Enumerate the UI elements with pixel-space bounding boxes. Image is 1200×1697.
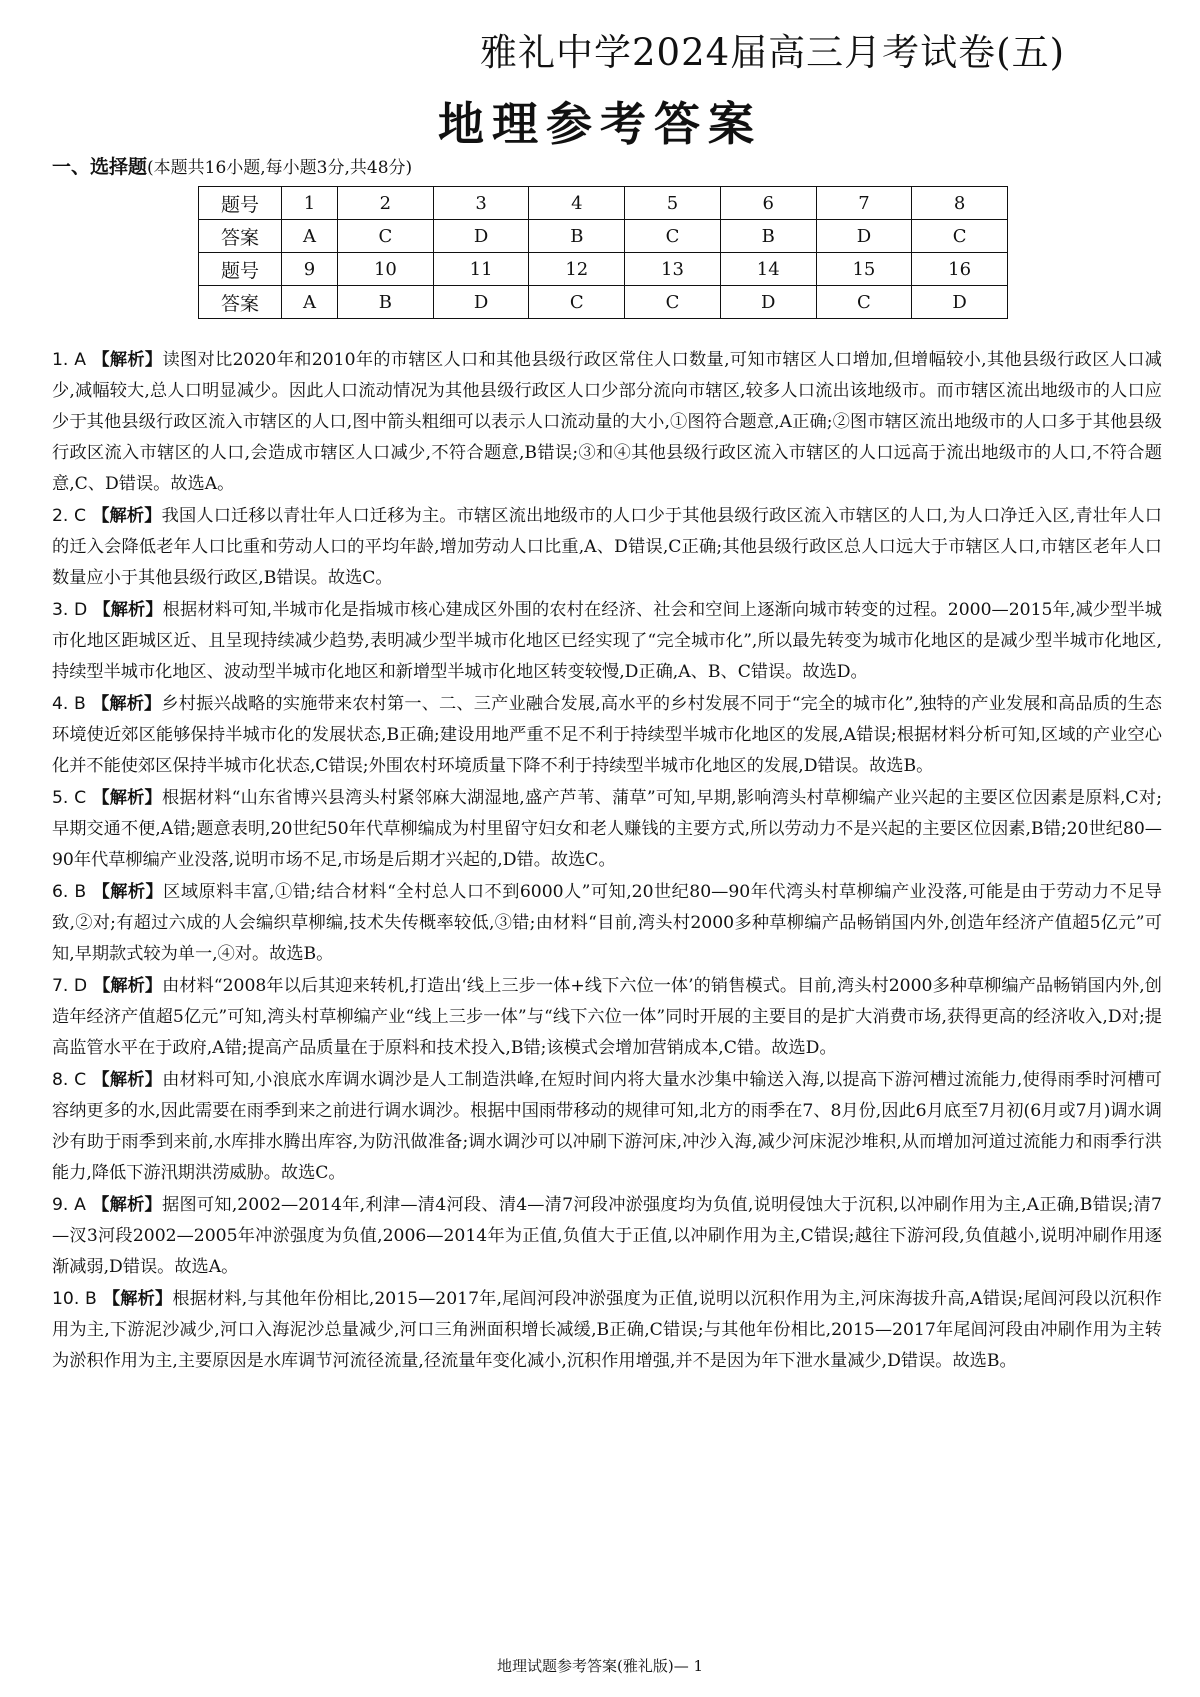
solution-item <box>52 1190 1162 1283</box>
table-row <box>199 286 1008 319</box>
solution-tag: 【解析】 <box>92 788 162 808</box>
school-exam-title: 雅礼中学2024届高三月考试卷(五) <box>480 31 1066 74</box>
page-footer: 地理试题参考答案(雅礼版)— 1 <box>496 1657 704 1675</box>
table-row <box>199 187 1008 220</box>
solution-text: 根据材料可知,半城市化是指城市核心建成区外围的农村在经济、社会和空间上逐渐向城市转变的过程。2000—2015年,减少型半城市化地区距城区近、且呈现持续减少趋势,表明减少型半城市化地区已经实现了“完全城市化”,所以最先转变为城市化地区的是减少型半城市化地区,持续型半城市化地区、波动型半城市化地区和新增型半城市化地区转变较慢,D正确,A、B、C错误。故选D。 <box>52 600 1162 682</box>
solution-tag: 【解析】 <box>93 600 163 620</box>
table-row <box>199 220 1008 253</box>
table-cell: 14 <box>720 253 816 286</box>
solution-tag: 【解析】 <box>91 1195 162 1215</box>
table-cell: 16 <box>912 253 1008 286</box>
table-cell: B <box>720 220 816 253</box>
solution-number: 6. B <box>52 882 87 902</box>
solution-tag: 【解析】 <box>91 350 163 370</box>
table-cell: C <box>816 286 912 319</box>
table-row <box>199 253 1008 286</box>
solution-number: 1. A <box>52 350 86 370</box>
table-cell: A <box>282 220 338 253</box>
solution-item <box>52 501 1162 594</box>
solution-tag: 【解析】 <box>92 506 162 526</box>
table-cell: D <box>433 286 529 319</box>
table-cell: C <box>625 220 721 253</box>
table-cell: B <box>529 220 625 253</box>
solution-tag: 【解析】 <box>102 1289 173 1309</box>
table-cell: B <box>338 286 434 319</box>
solution-text: 区域原料丰富,①错;结合材料“全村总人口不到6000人”可知,20世纪80—90年代湾头村草柳编产业没落,可能是由于劳动力不足导致,②对;有超过六成的人会编织草柳编,技术失传概率较低,③错;由材料“目前,湾头村2000多种草柳编产品畅销国内外,创造年经济产值超5亿元”可知,早期款式较为单一,④对。故选B。 <box>52 882 1162 964</box>
table-cell: 5 <box>625 187 721 220</box>
solution-tag: 【解析】 <box>92 882 164 902</box>
table-cell: C <box>625 286 721 319</box>
solution-tag: 【解析】 <box>91 694 162 714</box>
solution-text: 乡村振兴战略的实施带来农村第一、二、三产业融合发展,高水平的乡村发展不同于“完全的城市化”,独特的产业发展和高品质的生态环境使近郊区能够保持半城市化的发展状态,B正确;建设用地严重不足不利于持续型半城市化地区的发展,A错误;根据材料分析可知,区域的产业空心化并不能使郊区保持半城市化状态,C错误;外围农村环境质量下降不利于持续型半城市化地区的发展,D错误。故选B。 <box>52 694 1162 776</box>
table-row-header: 答案 <box>199 220 282 253</box>
solution-number: 5. C <box>52 788 87 808</box>
solution-item <box>52 877 1162 970</box>
section-note: (本题共16小题,每小题3分,共48分) <box>147 158 413 178</box>
table-row-header: 题号 <box>199 187 282 220</box>
table-cell: 2 <box>338 187 434 220</box>
solution-item <box>52 971 1162 1064</box>
solution-number: 9. A <box>52 1195 86 1215</box>
document-title: 地理参考答案 <box>438 97 762 151</box>
table-cell: 3 <box>433 187 529 220</box>
solution-number: 2. C <box>52 506 87 526</box>
table-cell: 8 <box>912 187 1008 220</box>
solution-number: 4. B <box>52 694 86 714</box>
table-cell: 12 <box>529 253 625 286</box>
answer-table <box>198 186 1008 319</box>
table-cell: 9 <box>282 253 338 286</box>
solution-item <box>52 689 1162 782</box>
table-cell: 4 <box>529 187 625 220</box>
table-row-header: 答案 <box>199 286 282 319</box>
solution-number: 10. B <box>52 1289 97 1309</box>
table-cell: 6 <box>720 187 816 220</box>
section-title: 一、选择题 <box>52 156 148 178</box>
solution-tag: 【解析】 <box>92 1070 163 1090</box>
solution-tag: 【解析】 <box>93 976 163 996</box>
answer-table-body <box>199 187 1008 319</box>
table-row-header: 题号 <box>199 253 282 286</box>
solution-text: 根据材料,与其他年份相比,2015—2017年,尾闾河段冲淤强度为正值,说明以沉积作用为主,河床海拔升高,A错误;尾闾河段以沉积作用为主,下游泥沙减少,河口入海泥沙总量减少,河口三角洲面积增长减缓,B正确,C错误;与其他年份相比,2015—2017年尾闾河段由冲刷作用为主转为淤积作用为主,主要原因是水库调节河流径流量,径流量年变化减小,沉积作用增强,并不是因为年下泄水量减少,D错误。故选B。 <box>52 1289 1162 1371</box>
solution-text: 根据材料“山东省博兴县湾头村紧邻麻大湖湿地,盛产芦苇、蒲草”可知,早期,影响湾头村草柳编产业兴起的主要区位因素是原料,C对;早期交通不便,A错;题意表明,20世纪50年代草柳编成为村里留守妇女和老人赚钱的主要方式,所以劳动力不是兴起的主要区位因素,B错;20世纪80—90年代草柳编产业没落,说明市场不足,市场是后期才兴起的,D错。故选C。 <box>52 788 1162 870</box>
solution-number: 8. C <box>52 1070 87 1090</box>
solution-item <box>52 783 1162 876</box>
solutions-list <box>52 345 1162 1378</box>
table-cell: C <box>912 220 1008 253</box>
table-cell: A <box>282 286 338 319</box>
table-cell: D <box>912 286 1008 319</box>
table-cell: D <box>720 286 816 319</box>
table-cell: 7 <box>816 187 912 220</box>
solution-text: 我国人口迁移以青壮年人口迁移为主。市辖区流出地级市的人口少于其他县级行政区流入市辖区的人口,为人口净迁入区,青壮年人口的迁入会降低老年人口比重和劳动人口的平均年龄,增加劳动人口比重,A、D错误,C正确;其他县级行政区总人口远大于市辖区人口,市辖区老年人口数量应小于其他县级行政区,B错误。故选C。 <box>52 506 1162 588</box>
solution-item <box>52 345 1162 500</box>
table-cell: C <box>338 220 434 253</box>
solution-number: 3. D <box>52 600 88 620</box>
section-heading <box>52 152 412 179</box>
table-cell: 13 <box>625 253 721 286</box>
table-cell: 11 <box>433 253 529 286</box>
solution-text: 据图可知,2002—2014年,利津—清4河段、清4—清7河段冲淤强度均为负值,说明侵蚀大于沉积,以冲刷作用为主,A正确,B错误;清7—汊3河段2002—2005年冲淤强度为负值,2006—2014年为正值,负值大于正值,以冲刷作用为主,C错误;越往下游河段,负值越小,说明冲刷作用逐渐减弱,D错误。故选A。 <box>52 1195 1162 1277</box>
table-cell: D <box>816 220 912 253</box>
solution-text: 由材料可知,小浪底水库调水调沙是人工制造洪峰,在短时间内将大量水沙集中输送入海,以提高下游河槽过流能力,使得雨季时河槽可容纳更多的水,因此需要在雨季到来之前进行调水调沙。根据中国雨带移动的规律可知,北方的雨季在7、8月份,因此6月底至7月初(6月或7月)调水调沙有助于雨季到来前,水库排水腾出库容,为防汛做准备;调水调沙可以冲刷下游河床,冲沙入海,减少河床泥沙堆积,从而增加河道过流能力和雨季行洪能力,降低下游汛期洪涝威胁。故选C。 <box>52 1070 1162 1183</box>
solution-text: 由材料“2008年以后其迎来转机,打造出‘线上三步一体+线下六位一体’的销售模式。目前,湾头村2000多种草柳编产品畅销国内外,创造年经济产值超5亿元”可知,湾头村草柳编产业“线上三步一体”与“线下六位一体”同时开展的主要目的是扩大消费市场,获得更高的经济收入,D对;提高监管水平在于政府,A错;提高产品质量在于原料和技术投入,B错;该模式会增加营销成本,C错。故选D。 <box>52 976 1162 1058</box>
table-cell: C <box>529 286 625 319</box>
solution-item <box>52 1284 1162 1377</box>
solution-item <box>52 595 1162 688</box>
solution-number: 7. D <box>52 976 88 996</box>
solution-text: 读图对比2020年和2010年的市辖区人口和其他县级行政区常住人口数量,可知市辖区人口增加,但增幅较小,其他县级行政区人口减少,减幅较大,总人口明显减少。因此人口流动情况为其他县级行政区人口少部分流向市辖区,较多人口流出该地级市。而市辖区流出地级市的人口应少于其他县级行政区流入市辖区的人口,图中箭头粗细可以表示人口流动量的大小,①图符合题意,A正确;②图市辖区流出地级市的人口多于其他县级行政区流入市辖区的人口,会造成市辖区人口减少,不符合题意,B错误;③和④其他县级行政区流入市辖区的人口远高于流出地级市的人口,不符合题意,C、D错误。故选A。 <box>52 350 1162 494</box>
table-cell: D <box>433 220 529 253</box>
table-cell: 15 <box>816 253 912 286</box>
solution-item <box>52 1065 1162 1189</box>
table-cell: 10 <box>338 253 434 286</box>
table-cell: 1 <box>282 187 338 220</box>
